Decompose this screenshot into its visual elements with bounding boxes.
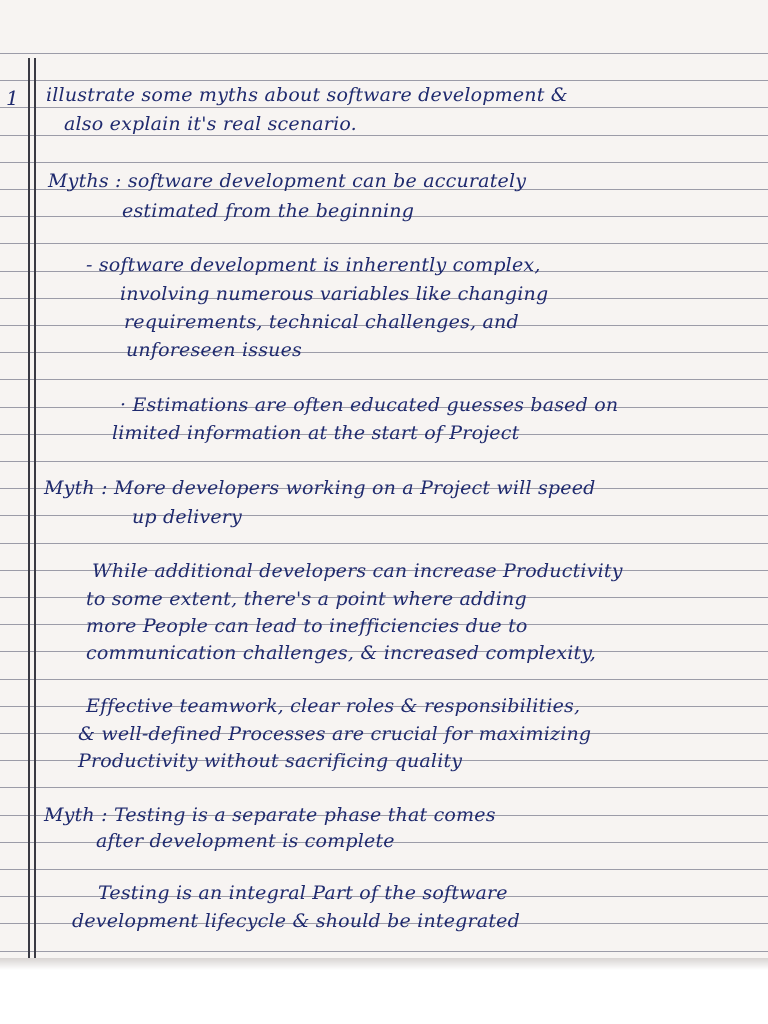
myth-1-heading-cont: estimated from the beginning <box>122 200 415 222</box>
myth-1-point-2-cont: limited information at the start of Project <box>112 422 520 444</box>
ruled-line <box>0 543 768 544</box>
ruled-line <box>0 951 768 952</box>
ruled-line <box>0 515 768 516</box>
myth-2-note-cont: Productivity without sacrificing quality <box>78 750 463 772</box>
ruled-line <box>0 53 768 54</box>
ruled-line <box>0 107 768 108</box>
question-line-1: illustrate some myths about software development & <box>46 84 568 106</box>
myth-2-explanation-cont: more People can lead to inefficiencies due to <box>86 615 528 637</box>
myth-2-note-cont: & well-defined Processes are crucial for maximizing <box>78 723 592 745</box>
myth-2-heading-cont: up delivery <box>132 506 242 528</box>
question-number: 1 <box>6 86 19 110</box>
myth-2-explanation-cont: to some extent, there's a point where adding <box>86 588 527 610</box>
myth-1-point-2: · Estimations are often educated guesses based on <box>120 394 619 416</box>
margin-line <box>28 58 30 968</box>
myth-2-explanation: While additional developers can increase Productivity <box>92 560 623 582</box>
myth-1-heading: Myths : software development can be accurately <box>48 170 527 192</box>
ruled-line <box>0 787 768 788</box>
ruled-line <box>0 80 768 81</box>
ruled-line <box>0 869 768 870</box>
myth-3-heading: Myth : Testing is a separate phase that comes <box>44 804 496 826</box>
myth-1-point-1-cont: involving numerous variables like changing <box>120 283 549 305</box>
page-edge-shadow <box>0 958 768 970</box>
ruled-line <box>0 162 768 163</box>
ruled-line <box>0 679 768 680</box>
myth-3-heading-cont: after development is complete <box>96 830 395 852</box>
ruled-line <box>0 352 768 353</box>
margin-line <box>34 58 36 968</box>
ruled-line <box>0 379 768 380</box>
ruled-line <box>0 461 768 462</box>
question-line-2: also explain it's real scenario. <box>64 113 357 135</box>
myth-2-explanation-cont: communication challenges, & increased complexity, <box>86 642 596 664</box>
myth-2-heading: Myth : More developers working on a Project will speed <box>44 477 596 499</box>
myth-1-point-1-cont: unforeseen issues <box>126 339 302 361</box>
myth-1-point-1-cont: requirements, technical challenges, and <box>124 311 519 333</box>
myth-3-explanation-cont: development lifecycle & should be integrated <box>72 910 520 932</box>
myth-1-point-1: - software development is inherently complex, <box>86 254 541 276</box>
myth-2-note: Effective teamwork, clear roles & responsibilities, <box>86 695 581 717</box>
ruled-line <box>0 243 768 244</box>
ruled-line <box>0 135 768 136</box>
myth-3-explanation: Testing is an integral Part of the software <box>98 882 508 904</box>
